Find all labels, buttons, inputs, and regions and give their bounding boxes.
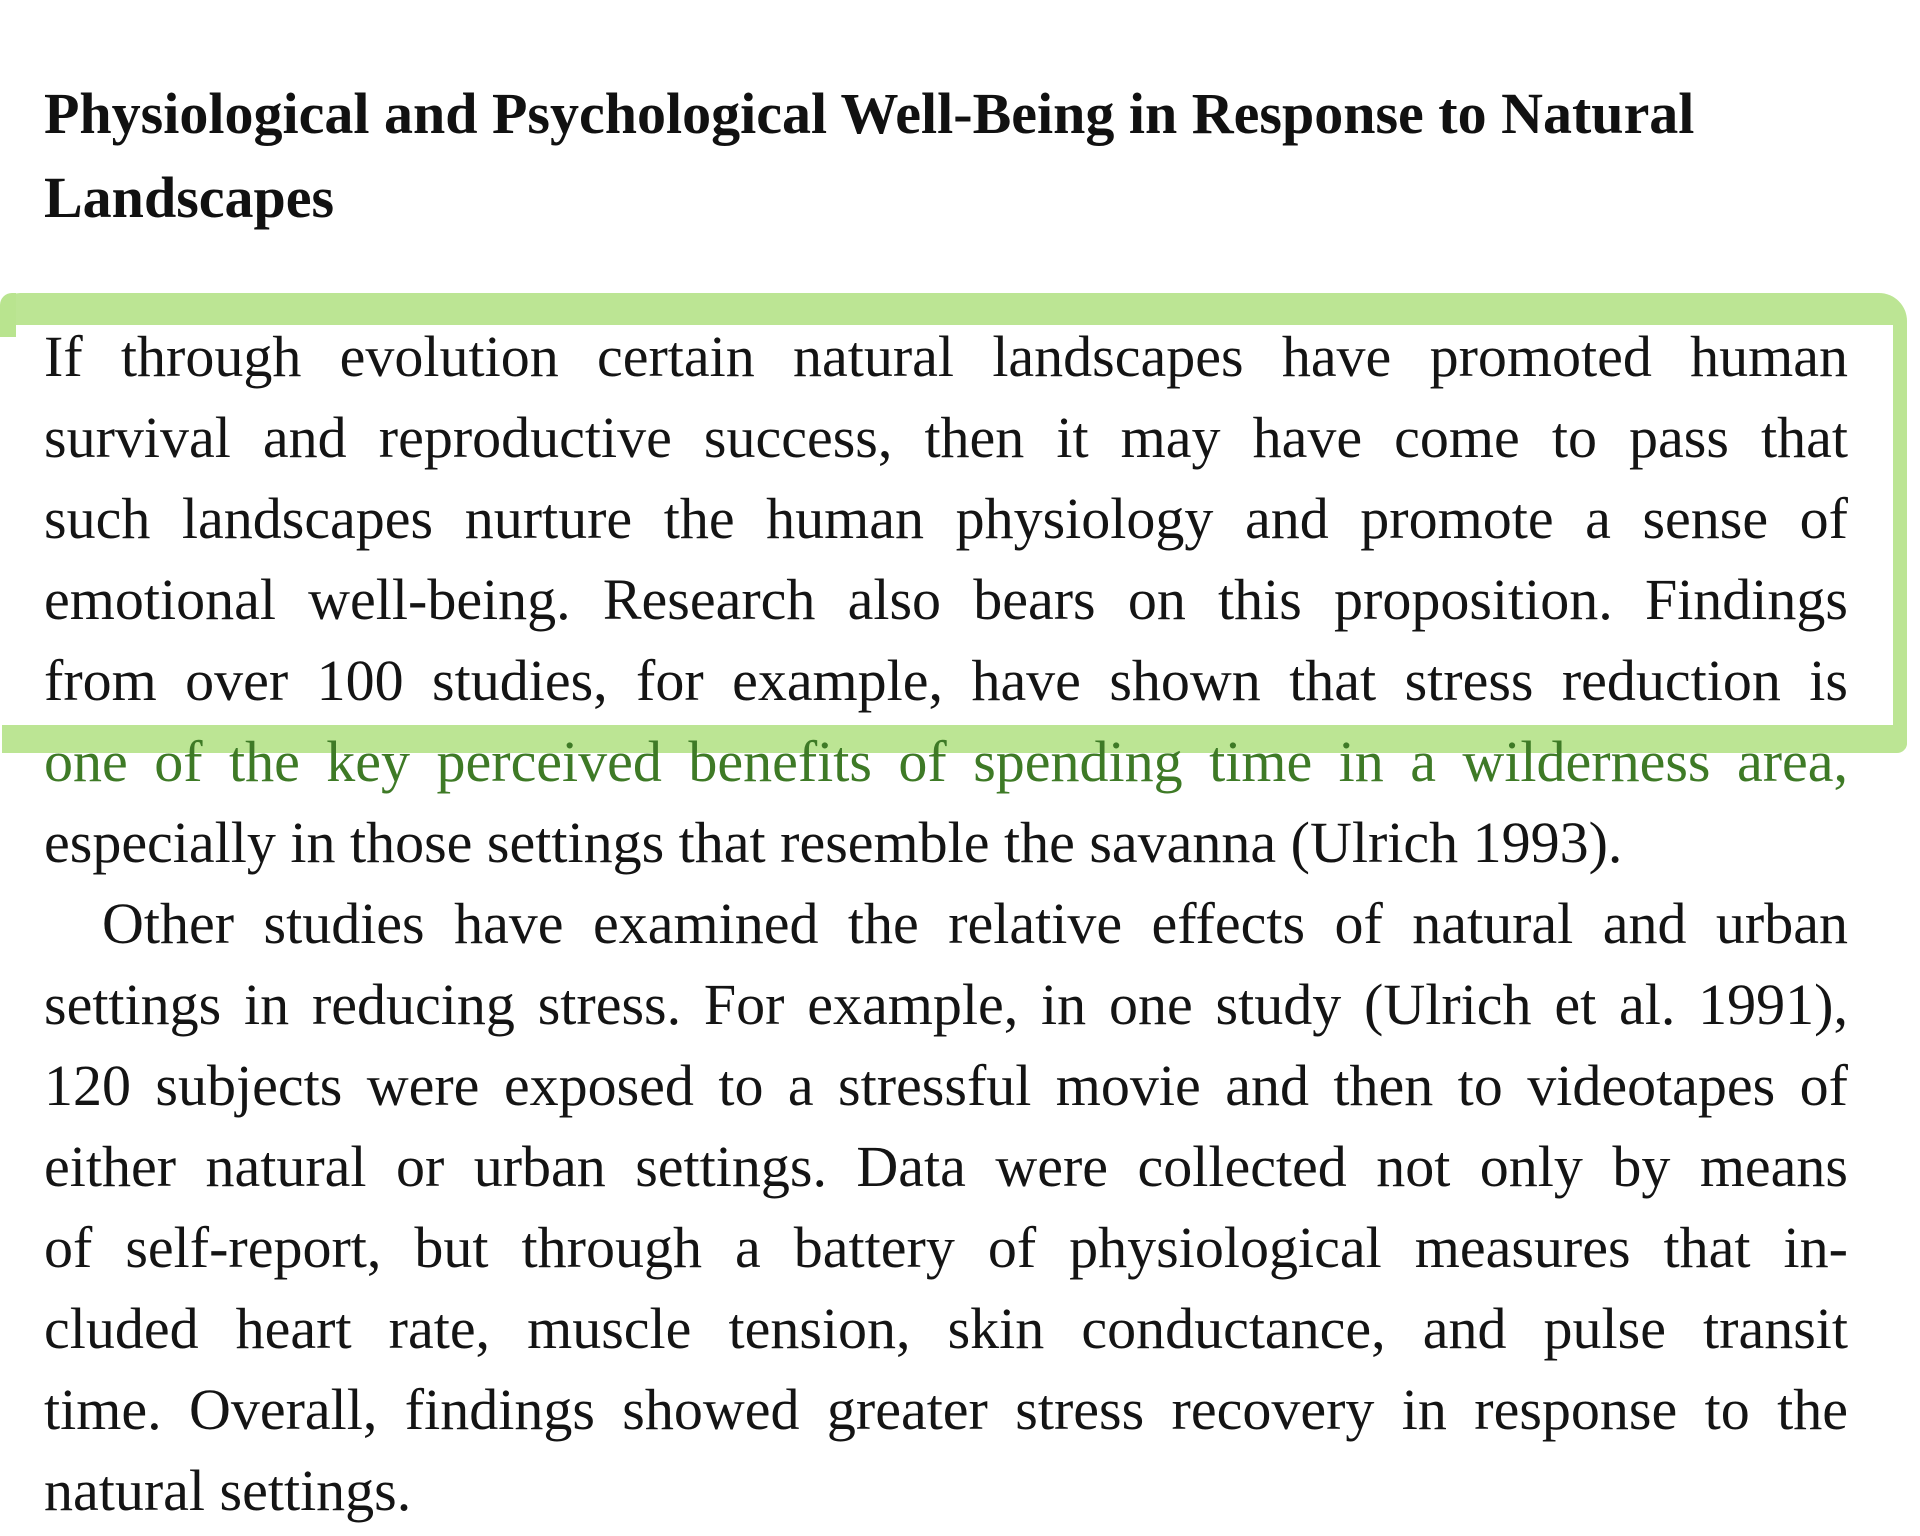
section-heading-line-1: Physiological and Psychological Well-Being in Response to Natural: [44, 81, 1695, 146]
paragraph-line: time. Overall, findings showed greater stress recovery in response to the: [44, 1377, 1848, 1442]
paragraph-line: natural settings.: [44, 1458, 412, 1523]
paragraph-line: settings in reducing stress. For example, in one study (Ulrich et al. 1991),: [44, 972, 1848, 1037]
paragraph-line: from over 100 studies, for example, have shown that stress reduction is: [44, 648, 1848, 713]
section-heading-line-2: Landscapes: [44, 165, 335, 230]
paragraph-line: survival and reproductive success, then it may have come to pass that: [44, 405, 1848, 470]
paragraph-line: of self-report, but through a battery of physiological measures that in-: [44, 1215, 1848, 1280]
paragraph-line: especially in those settings that resemble the savanna (Ulrich 1993).: [44, 810, 1623, 875]
highlight-annotation-corner: [0, 293, 16, 337]
paragraph-line: If through evolution certain natural landscapes have promoted human: [44, 324, 1848, 389]
section-heading: [44, 72, 1804, 240]
paragraph-line: emotional well-being. Research also bears on this proposition. Findings: [44, 567, 1848, 632]
paragraph-line: either natural or urban settings. Data were collected not only by means: [44, 1134, 1848, 1199]
paragraph-line: 120 subjects were exposed to a stressful movie and then to videotapes of: [44, 1053, 1848, 1118]
paragraph-line: such landscapes nurture the human physiology and promote a sense of: [44, 486, 1848, 551]
paragraph-line-highlighted: one of the key perceived benefits of spending time in a wilderness area,: [44, 729, 1848, 794]
paragraph-line: cluded heart rate, muscle tension, skin conductance, and pulse transit: [44, 1296, 1848, 1361]
paragraph-line: Other studies have examined the relative effects of natural and urban: [102, 891, 1848, 956]
